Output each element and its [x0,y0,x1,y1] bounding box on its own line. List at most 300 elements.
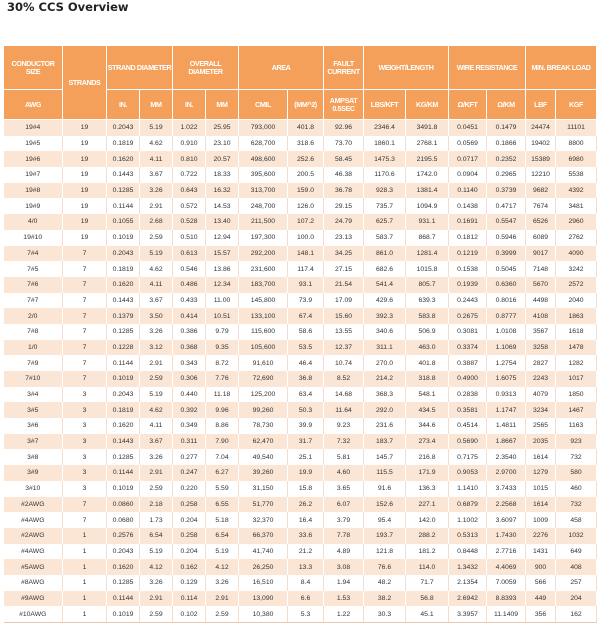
cell-strands: 19 [63,198,107,214]
cell-awg: 1/0 [4,340,63,356]
cell-awg: 7#4 [4,246,63,262]
cell-area-cmil: 51,770 [239,497,288,513]
cell-weight-kg: 45.1 [406,606,449,622]
table-row [4,340,597,356]
cell-awg: 3#7 [4,434,63,450]
cell-awg: 2/0 [4,308,63,324]
cell-load-lbf: 7148 [526,261,556,277]
cell-overall-mm: 18.33 [206,167,239,183]
cell-weight-kg: 71.7 [406,575,449,591]
cell-overall-in: 0.414 [173,308,206,324]
table-row [4,230,597,246]
cell-awg: 7#9 [4,355,63,371]
cell-strands: 3 [63,387,107,403]
ccs-table-container [3,45,596,623]
cell-area-cmil: 13,090 [239,591,288,607]
cell-strand-mm: 2.59 [140,371,173,387]
cell-overall-in: 0.220 [173,481,206,497]
cell-area-cmil: 105,600 [239,340,288,356]
cell-overall-in: 0.528 [173,214,206,230]
cell-load-kgf: 458 [556,512,597,528]
cell-load-kgf: 6980 [556,151,597,167]
cell-area-mm2: 31.7 [288,434,324,450]
cell-awg: 7#6 [4,277,63,293]
cell-awg: 3#8 [4,449,63,465]
cell-load-kgf: 580 [556,465,597,481]
cell-load-lbf: 1614 [526,497,556,513]
cell-strand-mm: 1.73 [140,512,173,528]
cell-fault-current: 3.65 [324,481,364,497]
cell-weight-kg: 548.1 [406,387,449,403]
cell-area-cmil: 72,690 [239,371,288,387]
cell-strand-in: 0.1285 [107,183,140,199]
cell-overall-in: 0.204 [173,512,206,528]
cell-weight-kg: 3491.8 [406,120,449,136]
cell-res-kft: 0.6879 [449,497,487,513]
cell-load-kgf: 1017 [556,371,597,387]
cell-awg: 19#8 [4,183,63,199]
cell-area-cmil: 66,370 [239,528,288,544]
cell-weight-kg: 273.4 [406,434,449,450]
cell-strands: 7 [63,261,107,277]
cell-weight-kg: 1281.4 [406,246,449,262]
cell-area-mm2: 53.5 [288,340,324,356]
cell-overall-in: 0.722 [173,167,206,183]
cell-res-km: 2.9700 [487,465,526,481]
cell-strand-in: 0.1055 [107,214,140,230]
cell-overall-in: 0.349 [173,418,206,434]
unit-overall-mm: MM [206,90,239,120]
table-row [4,308,597,324]
header-strands: STRANDS [63,46,107,120]
cell-weight-kg: 506.9 [406,324,449,340]
cell-strand-mm: 3.50 [140,308,173,324]
cell-weight-kg: 142.0 [406,512,449,528]
cell-strand-in: 0.1819 [107,261,140,277]
cell-weight-kg: 401.8 [406,355,449,371]
table-row [4,434,597,450]
cell-res-km: 2.3540 [487,449,526,465]
cell-load-lbf: 1279 [526,465,556,481]
cell-strand-mm: 4.11 [140,418,173,434]
cell-awg: #9AWG [4,591,63,607]
header-fault-current: FAULT CURRENT [324,46,364,90]
cell-strand-in: 0.1019 [107,606,140,622]
cell-res-kft: 0.5313 [449,528,487,544]
cell-overall-in: 0.572 [173,198,206,214]
cell-load-lbf: 1614 [526,449,556,465]
cell-area-cmil: 39,260 [239,465,288,481]
cell-strands: 1 [63,591,107,607]
cell-weight-kg: 344.6 [406,418,449,434]
cell-weight-kg: 288.2 [406,528,449,544]
cell-strand-in: 0.1019 [107,481,140,497]
table-row [4,136,597,152]
cell-overall-mm: 2.91 [206,591,239,607]
cell-fault-current: 34.25 [324,246,364,262]
cell-area-mm2: 26.2 [288,497,324,513]
page-title: 30% CCS Overview [7,0,129,14]
cell-strands: 7 [63,512,107,528]
table-row [4,481,597,497]
table-row [4,151,597,167]
cell-res-km: 4.4069 [487,559,526,575]
cell-overall-mm: 20.57 [206,151,239,167]
cell-load-lbf: 2276 [526,528,556,544]
cell-area-cmil: 183,700 [239,277,288,293]
cell-weight-kg: 1381.4 [406,183,449,199]
cell-strand-mm: 2.91 [140,465,173,481]
cell-load-kgf: 8800 [556,136,597,152]
cell-strand-in: 0.1285 [107,324,140,340]
cell-load-lbf: 449 [526,591,556,607]
cell-strand-mm: 3.26 [140,183,173,199]
cell-weight-lbs: 292.0 [364,402,406,418]
cell-load-kgf: 2572 [556,277,597,293]
cell-res-km: 3.7433 [487,481,526,497]
cell-weight-kg: 2195.5 [406,151,449,167]
cell-res-kft: 1.1410 [449,481,487,497]
cell-area-mm2: 117.4 [288,261,324,277]
unit-strand-in: IN. [107,90,140,120]
cell-area-mm2: 148.1 [288,246,324,262]
unit-strand-mm: MM [140,90,173,120]
cell-load-kgf: 649 [556,544,597,560]
cell-weight-kg: 931.1 [406,214,449,230]
cell-res-kft: 3.3957 [449,606,487,622]
cell-strand-in: 0.1379 [107,308,140,324]
cell-res-kft: 0.0904 [449,167,487,183]
cell-awg: #4AWG [4,512,63,528]
cell-fault-current: 58.45 [324,151,364,167]
table-row [4,371,597,387]
cell-weight-lbs: 1860.1 [364,136,406,152]
unit-weight-lbs: LBS/KFT [364,90,406,120]
cell-strands: 7 [63,246,107,262]
cell-awg: 3#5 [4,402,63,418]
cell-fault-current: 21.54 [324,277,364,293]
cell-strands: 7 [63,355,107,371]
cell-res-kft: 0.4900 [449,371,487,387]
table-row [4,465,597,481]
cell-awg: 4/0 [4,214,63,230]
cell-area-mm2: 401.8 [288,120,324,136]
cell-fault-current: 8.52 [324,371,364,387]
unit-overall-in: IN. [173,90,206,120]
cell-res-kft: 0.2675 [449,308,487,324]
cell-area-cmil: 10,380 [239,606,288,622]
cell-area-cmil: 41,740 [239,544,288,560]
cell-strands: 19 [63,183,107,199]
cell-strands: 19 [63,120,107,136]
cell-weight-lbs: 270.0 [364,355,406,371]
cell-overall-mm: 8.86 [206,418,239,434]
cell-overall-mm: 6.55 [206,497,239,513]
cell-fault-current: 92.96 [324,120,364,136]
header-wire-resistance: WIRE RESISTANCE [449,46,526,90]
cell-weight-lbs: 145.7 [364,449,406,465]
table-row [4,402,597,418]
cell-awg: #10AWG [4,606,63,622]
cell-weight-lbs: 95.4 [364,512,406,528]
cell-overall-in: 0.546 [173,261,206,277]
cell-load-lbf: 12210 [526,167,556,183]
cell-fault-current: 6.07 [324,497,364,513]
cell-strands: 1 [63,575,107,591]
cell-overall-mm: 7.04 [206,449,239,465]
cell-fault-current: 46.38 [324,167,364,183]
cell-strand-mm: 2.91 [140,591,173,607]
cell-res-km: 0.4717 [487,198,526,214]
cell-overall-mm: 9.35 [206,340,239,356]
cell-strand-in: 0.1019 [107,230,140,246]
cell-weight-lbs: 368.3 [364,387,406,403]
cell-overall-in: 0.114 [173,591,206,607]
cell-strands: 19 [63,136,107,152]
cell-area-mm2: 21.2 [288,544,324,560]
cell-strand-in: 0.1144 [107,355,140,371]
cell-area-cmil: 115,600 [239,324,288,340]
cell-awg: 19#4 [4,120,63,136]
cell-area-mm2: 200.5 [288,167,324,183]
cell-strand-in: 0.0680 [107,512,140,528]
cell-strand-mm: 2.18 [140,497,173,513]
cell-strands: 19 [63,167,107,183]
cell-overall-in: 0.440 [173,387,206,403]
cell-fault-current: 14.68 [324,387,364,403]
cell-overall-mm: 23.10 [206,136,239,152]
cell-awg: 19#9 [4,198,63,214]
cell-strands: 3 [63,481,107,497]
cell-load-kgf: 732 [556,449,597,465]
cell-strand-mm: 3.26 [140,324,173,340]
cell-strand-mm: 2.59 [140,606,173,622]
cell-load-lbf: 6089 [526,230,556,246]
cell-fault-current: 24.79 [324,214,364,230]
cell-strand-mm: 4.11 [140,151,173,167]
unit-load-kgf: KGF [556,90,597,120]
cell-overall-in: 0.386 [173,324,206,340]
cell-res-kft: 0.3581 [449,402,487,418]
cell-awg: 7#10 [4,371,63,387]
cell-overall-in: 0.277 [173,449,206,465]
cell-load-kgf: 3481 [556,198,597,214]
header-fault-sub: AMPSAT 0.5SEC [324,90,364,120]
cell-area-cmil: 26,250 [239,559,288,575]
cell-fault-current: 29.15 [324,198,364,214]
cell-weight-lbs: 38.2 [364,591,406,607]
cell-strand-mm: 4.12 [140,559,173,575]
cell-res-kft: 0.8448 [449,544,487,560]
cell-area-cmil: 628,700 [239,136,288,152]
cell-load-lbf: 1009 [526,512,556,528]
cell-res-km: 0.8777 [487,308,526,324]
cell-weight-kg: 463.0 [406,340,449,356]
cell-strand-mm: 4.62 [140,402,173,418]
cell-strand-in: 0.1285 [107,575,140,591]
cell-strand-mm: 5.19 [140,246,173,262]
cell-area-cmil: 133,100 [239,308,288,324]
cell-strand-mm: 4.62 [140,261,173,277]
cell-area-cmil: 49,540 [239,449,288,465]
cell-awg: #8AWG [4,575,63,591]
cell-awg: 7#8 [4,324,63,340]
cell-load-lbf: 1015 [526,481,556,497]
cell-res-km: 0.2965 [487,167,526,183]
unit-area-mm2: (MM^2) [288,90,324,120]
cell-area-mm2: 46.4 [288,355,324,371]
cell-strands: 7 [63,324,107,340]
cell-load-lbf: 9682 [526,183,556,199]
cell-load-kgf: 732 [556,497,597,513]
cell-load-lbf: 7674 [526,198,556,214]
cell-area-mm2: 107.2 [288,214,324,230]
cell-weight-lbs: 583.7 [364,230,406,246]
cell-load-lbf: 2827 [526,355,556,371]
cell-overall-mm: 13.86 [206,261,239,277]
cell-res-km: 7.0059 [487,575,526,591]
table-row [4,591,597,607]
cell-res-kft: 0.3081 [449,324,487,340]
cell-strand-in: 0.1443 [107,434,140,450]
cell-res-kft: 0.5690 [449,434,487,450]
cell-weight-lbs: 392.3 [364,308,406,324]
cell-overall-in: 0.510 [173,230,206,246]
cell-overall-mm: 7.76 [206,371,239,387]
cell-load-kgf: 923 [556,434,597,450]
cell-strands: 7 [63,308,107,324]
cell-res-km: 0.5946 [487,230,526,246]
cell-area-cmil: 99,260 [239,402,288,418]
cell-strand-in: 0.1819 [107,402,140,418]
cell-weight-kg: 1094.9 [406,198,449,214]
cell-res-km: 1.8667 [487,434,526,450]
table-row [4,277,597,293]
cell-load-kgf: 1282 [556,355,597,371]
cell-res-kft: 0.1219 [449,246,487,262]
cell-awg: 3#6 [4,418,63,434]
cell-strand-in: 0.2043 [107,387,140,403]
cell-load-kgf: 4090 [556,246,597,262]
table-row [4,606,597,622]
cell-weight-lbs: 682.6 [364,261,406,277]
cell-weight-lbs: 152.6 [364,497,406,513]
cell-strand-mm: 3.67 [140,167,173,183]
cell-area-mm2: 13.3 [288,559,324,575]
cell-load-lbf: 900 [526,559,556,575]
table-row [4,528,597,544]
cell-area-mm2: 100.0 [288,230,324,246]
cell-awg: 19#10 [4,230,63,246]
cell-load-lbf: 15389 [526,151,556,167]
cell-area-mm2: 159.0 [288,183,324,199]
cell-res-km: 0.8016 [487,293,526,309]
cell-overall-mm: 11.18 [206,387,239,403]
cell-fault-current: 27.15 [324,261,364,277]
cell-overall-in: 0.311 [173,434,206,450]
cell-load-lbf: 9017 [526,246,556,262]
cell-strand-in: 0.1144 [107,465,140,481]
cell-load-kgf: 4392 [556,183,597,199]
cell-overall-in: 0.910 [173,136,206,152]
cell-overall-in: 0.368 [173,340,206,356]
cell-strands: 7 [63,497,107,513]
cell-overall-mm: 4.12 [206,559,239,575]
cell-awg: 7#5 [4,261,63,277]
cell-weight-lbs: 193.7 [364,528,406,544]
cell-strands: 3 [63,465,107,481]
cell-res-km: 1.6075 [487,371,526,387]
cell-load-kgf: 3242 [556,261,597,277]
cell-res-kft: 0.1691 [449,214,487,230]
cell-awg: 3#9 [4,465,63,481]
table-row [4,559,597,575]
table-row [4,183,597,199]
cell-overall-in: 0.810 [173,151,206,167]
cell-load-kgf: 162 [556,606,597,622]
table-row [4,246,597,262]
cell-weight-kg: 434.5 [406,402,449,418]
cell-area-cmil: 498,600 [239,151,288,167]
cell-weight-lbs: 1475.3 [364,151,406,167]
cell-res-km: 0.5045 [487,261,526,277]
cell-weight-kg: 639.3 [406,293,449,309]
cell-weight-lbs: 48.2 [364,575,406,591]
table-row [4,449,597,465]
cell-weight-kg: 1742.0 [406,167,449,183]
cell-area-mm2: 19.9 [288,465,324,481]
cell-res-km: 0.2352 [487,151,526,167]
cell-res-kft: 2.1354 [449,575,487,591]
cell-strands: 3 [63,449,107,465]
cell-area-cmil: 31,150 [239,481,288,497]
cell-fault-current: 36.78 [324,183,364,199]
cell-res-km: 1.2754 [487,355,526,371]
cell-load-lbf: 356 [526,606,556,622]
cell-fault-current: 11.64 [324,402,364,418]
cell-res-kft: 0.1438 [449,198,487,214]
cell-overall-in: 0.343 [173,355,206,371]
cell-res-kft: 0.1140 [449,183,487,199]
cell-area-cmil: 125,200 [239,387,288,403]
cell-strand-mm: 2.59 [140,230,173,246]
header-weight-length: WEIGHT/LENGTH [364,46,449,90]
table-row [4,214,597,230]
cell-weight-lbs: 1170.6 [364,167,406,183]
unit-res-km: Ω/KM [487,90,526,120]
cell-area-mm2: 73.9 [288,293,324,309]
cell-fault-current: 7.32 [324,434,364,450]
cell-area-mm2: 25.1 [288,449,324,465]
cell-area-mm2: 8.4 [288,575,324,591]
header-strand-diameter: STRAND DIAMETER [107,46,173,90]
cell-load-lbf: 4079 [526,387,556,403]
cell-res-kft: 0.3374 [449,340,487,356]
unit-area-cmil: CMIL [239,90,288,120]
cell-strands: 3 [63,402,107,418]
cell-overall-in: 0.102 [173,606,206,622]
cell-area-mm2: 58.6 [288,324,324,340]
table-row [4,261,597,277]
cell-overall-mm: 8.72 [206,355,239,371]
cell-overall-mm: 9.96 [206,402,239,418]
cell-area-cmil: 313,700 [239,183,288,199]
cell-res-km: 2.7716 [487,544,526,560]
cell-strands: 3 [63,434,107,450]
cell-strand-in: 0.1144 [107,198,140,214]
cell-area-mm2: 5.3 [288,606,324,622]
cell-fault-current: 1.22 [324,606,364,622]
